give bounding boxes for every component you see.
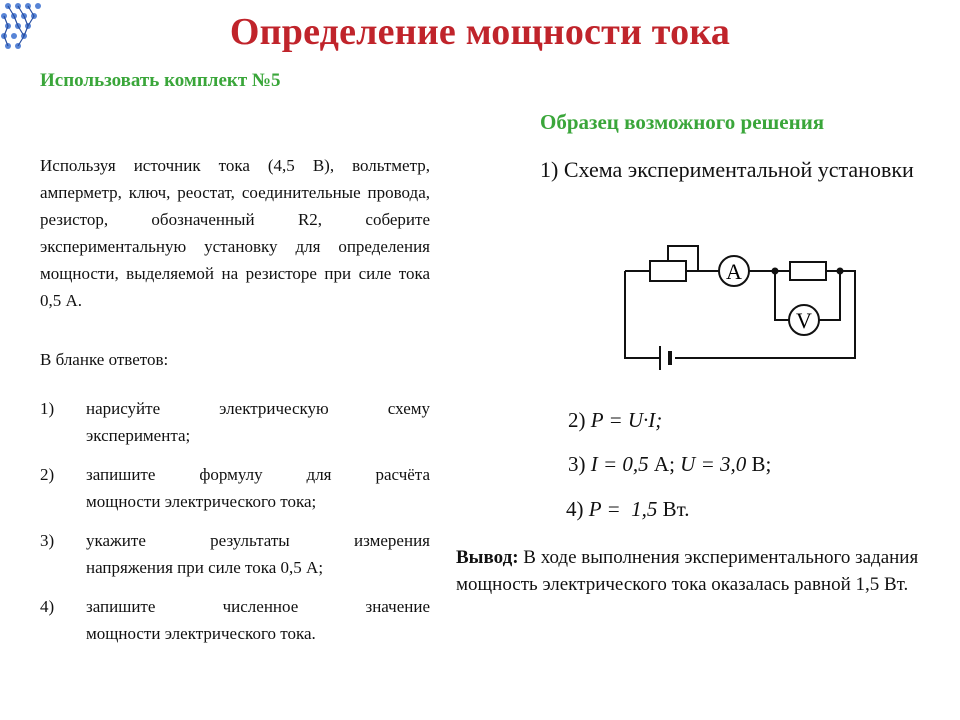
list-item <box>40 395 430 449</box>
step-text-cont: мощности электрического тока. <box>86 624 316 643</box>
list-item <box>40 593 430 647</box>
solution-heading: Образец возможного решения <box>540 110 825 134</box>
formula-line <box>568 408 662 433</box>
task-intro: Используя источник тока (4,5 В), вольтметр, амперметр, ключ, реостат, соединительные провода, резистор, обозначенный R2, соберите экспериментальную установку для определения мощности, выделяемой на резисторе при силе тока 0,5 А. <box>40 156 430 310</box>
current-value: I = 0,5 <box>590 452 649 476</box>
junction-dot <box>837 268 844 275</box>
voltmeter-label: V <box>796 308 812 333</box>
step-text-cont: мощности электрического тока; <box>86 492 317 511</box>
wire-left <box>625 271 660 358</box>
list-item <box>40 461 430 515</box>
formula-number: 2) <box>568 408 586 432</box>
scheme-label: 1) Схема экспериментальной установки <box>540 157 914 182</box>
conclusion-text: В ходе выполнения экспериментального задания мощность электрического тока оказалась равной 1,5 Вт. <box>456 547 919 595</box>
rheostat-icon <box>650 261 686 281</box>
step-number: 1) <box>40 399 55 418</box>
step-text-cont: эксперимента; <box>86 426 191 445</box>
answer-number: 4) <box>566 497 584 521</box>
step-number: 4) <box>40 597 55 616</box>
step-number: 3) <box>40 531 55 550</box>
voltage-value: U = 3,0 <box>680 452 747 476</box>
junction-dot <box>772 268 779 275</box>
step-text: укажите результаты измерения <box>86 531 430 550</box>
conclusion-label: Вывод: <box>456 547 519 568</box>
circuit-diagram <box>600 238 870 388</box>
formula: P = U·I; <box>590 408 663 432</box>
step-text-cont: напряжения при силе тока 0,5 А; <box>86 558 324 577</box>
step-text: запишите численное значение <box>86 597 430 616</box>
voltage-unit: В; <box>751 452 772 476</box>
ammeter-label: A <box>726 259 742 284</box>
wire-bottom <box>675 271 855 358</box>
power-unit: Вт. <box>662 497 690 521</box>
step-number: 2) <box>40 465 55 484</box>
list-item <box>40 527 430 581</box>
page-title: Определение мощности тока <box>229 11 731 53</box>
steps-list <box>40 395 430 659</box>
answer-line <box>566 497 689 522</box>
step-text: нарисуйте электрическую схему <box>86 399 430 418</box>
kit-label: Использовать комплект №5 <box>40 70 281 91</box>
current-unit: А; <box>653 452 675 476</box>
answer-form-label: В бланке ответов: <box>40 350 169 369</box>
step-text: запишите формулу для расчёта <box>86 465 430 484</box>
task-description <box>40 152 430 314</box>
results-number: 3) <box>568 452 586 476</box>
conclusion <box>456 544 936 598</box>
rheostat-slider <box>668 246 698 271</box>
power-value: P = 1,5 <box>588 497 658 521</box>
resistor-icon <box>790 262 826 280</box>
results-line <box>568 452 771 477</box>
